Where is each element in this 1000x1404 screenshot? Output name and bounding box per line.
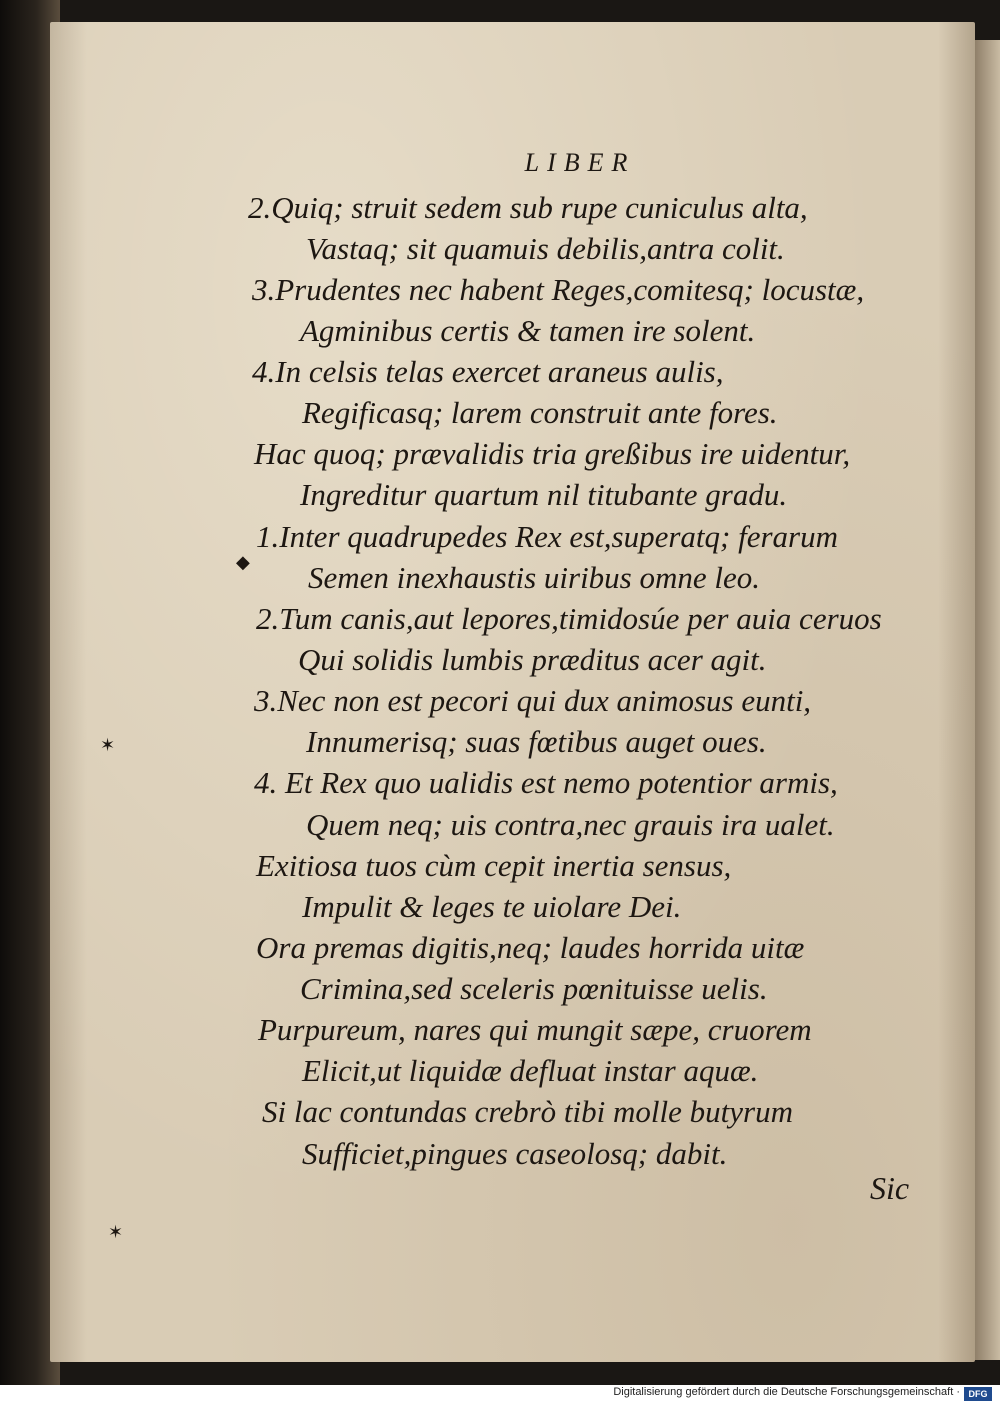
verse-line: Ingreditur quartum nil titubante gradu. [300,477,788,512]
verse-line: 3.Nec non est pecori qui dux animosus eunti, [254,683,812,718]
verse-line: Hac quoq; prævalidis tria greßibus ire uidentur, [254,436,851,471]
verse-line: 4.In celsis telas exercet araneus aulis, [252,354,724,389]
digitization-credit: Digitalisierung gefördert durch die Deutsche Forschungsgemeinschaft · [613,1386,960,1398]
verse-line: Crimina,sed sceleris pœnituisse uelis. [300,971,768,1006]
running-head: LIBER [524,148,636,177]
ink-spot-icon: ◆ [236,552,250,572]
verse-line: Qui solidis lumbis præditus acer agit. [298,642,767,677]
verse-line: Exitiosa tuos cùm cepit inertia sensus, [256,848,732,883]
ink-spot-icon: ✶ [108,1222,124,1242]
verse-line: Agminibus certis & tamen ire solent. [300,313,756,348]
verse-line: 2.Quiq; struit sedem sub rupe cuniculus alta, [248,190,808,225]
verse-line: 1.Inter quadrupedes Rex est,superatq; ferarum [256,519,839,554]
verse-line: 2.Tum canis,aut lepores,timidosúe per auia ceruos [256,601,882,636]
verse-line: Impulit & leges te uiolare Dei. [302,889,682,924]
verse-line: Semen inexhaustis uiribus omne leo. [308,560,761,595]
verse-line: Innumerisq; suas fœtibus auget oues. [306,724,767,759]
catchword: Sic [870,1170,910,1206]
verse-line: Quem neq; uis contra,nec grauis ira ualet. [306,807,835,842]
verse-line: Purpureum, nares qui mungit sæpe, cruorem [258,1012,812,1047]
verse-line: Regificasq; larem construit ante fores. [302,395,778,430]
verse-line: Si lac contundas crebrò tibi molle butyrum [262,1094,793,1129]
dfg-logo: DFG [964,1387,992,1401]
verse-line: Elicit,ut liquidæ defluat instar aquæ. [302,1053,759,1088]
ink-spot-icon: ✶ [100,735,116,755]
verse-line: 3.Prudentes nec habent Reges,comitesq; locustæ, [252,272,865,307]
verse-line: Sufficiet,pingues caseolosq; dabit. [302,1136,728,1171]
verse-line: 4. Et Rex quo ualidis est nemo potentior armis, [254,765,838,800]
verse-line: Ora premas digitis,neq; laudes horrida uitæ [256,930,805,965]
verse-line: Vastaq; sit quamuis debilis,antra colit. [306,231,785,266]
